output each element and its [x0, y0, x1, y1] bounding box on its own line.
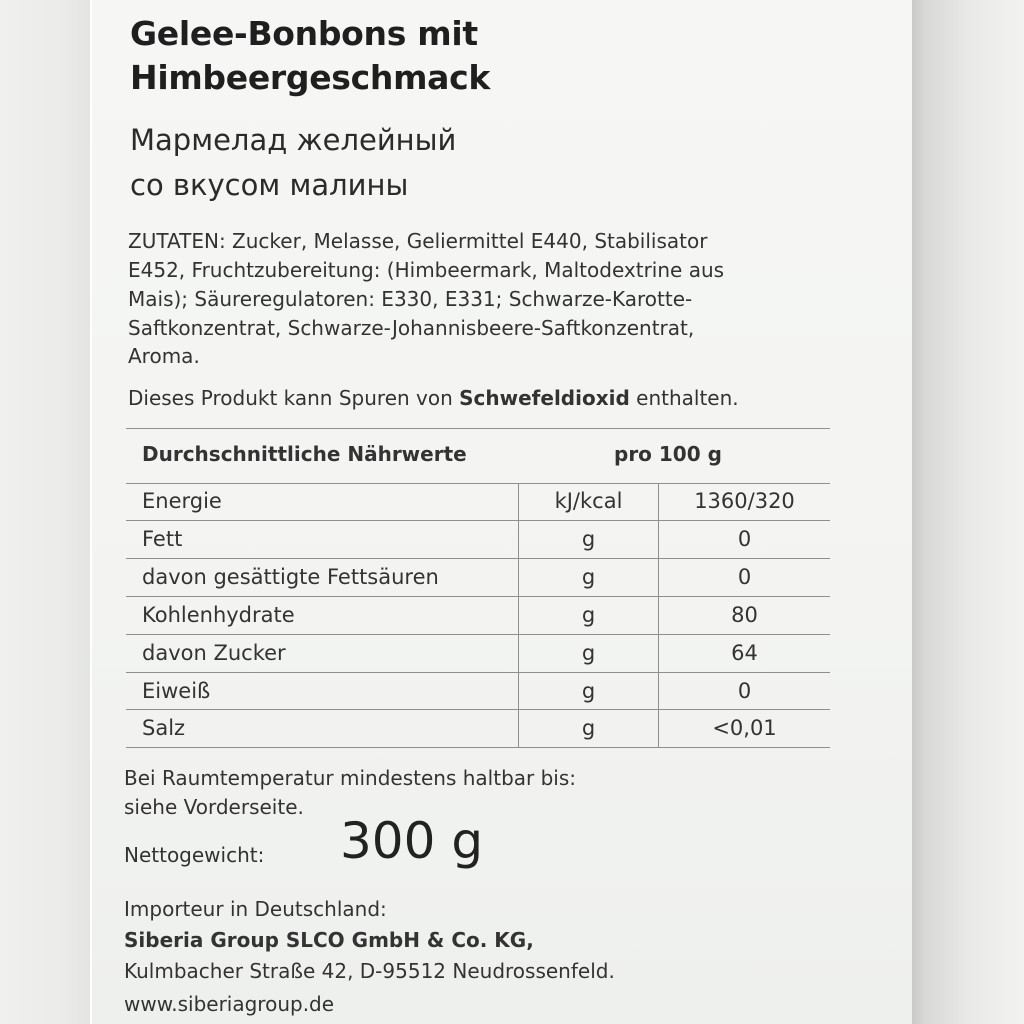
table-rule [126, 558, 830, 559]
net-weight-value: 300 g [340, 812, 484, 870]
nutrition-row-name: Fett [142, 527, 183, 551]
nutrition-row-value: <0,01 [712, 716, 777, 740]
table-rule [126, 672, 830, 673]
nutrition-row-name: davon Zucker [142, 641, 286, 665]
title-ru-line1: Мармелад желейный [130, 123, 457, 157]
allergen-note [128, 386, 739, 410]
nutrition-row-unit: g [581, 527, 596, 551]
table-rule [126, 634, 830, 635]
nutrition-row-value: 80 [731, 603, 758, 627]
nutrition-row-name: davon gesättigte Fettsäuren [142, 565, 439, 589]
ingredients-line: Aroma. [128, 344, 200, 368]
table-rule [126, 747, 830, 748]
nutrition-row-name: Kohlenhydrate [142, 603, 295, 627]
ingredients-line: E452, Fruchtzubereitung: (Himbeermark, Maltodextrine aus [128, 258, 725, 282]
nutrition-row-unit: g [581, 679, 596, 703]
nutrition-row-name: Eiweiß [142, 679, 211, 703]
storage-line1: Bei Raumtemperatur mindestens haltbar bis: [124, 766, 577, 790]
nutrition-header-label: Durchschnittliche Nährwerte [142, 442, 467, 466]
table-rule [126, 428, 830, 429]
importer-label: Importeur in Deutschland: [124, 897, 387, 921]
nutrition-row-name: Energie [142, 489, 222, 513]
allergen-text-after: enthalten. [629, 386, 739, 410]
title-de-line1: Gelee-Bonbons mit [130, 14, 478, 53]
table-rule [126, 596, 830, 597]
ingredients-line: ZUTATEN: Zucker, Melasse, Geliermittel E440, Stabilisator [128, 229, 708, 253]
background-right [912, 0, 1024, 1024]
table-rule [126, 709, 830, 710]
net-weight-label: Nettogewicht: [124, 843, 265, 867]
nutrition-row-unit: kJ/kcal [554, 489, 623, 513]
table-rule [126, 520, 830, 521]
importer-website: www.siberiagroup.de [124, 992, 335, 1016]
nutrition-row-unit: g [581, 603, 596, 627]
ingredients-line: Saftkonzentrat, Schwarze-Johannisbeere-Saftkonzentrat, [128, 316, 695, 340]
title-de-line2: Himbeergeschmack [130, 58, 491, 97]
nutrition-row-value: 0 [737, 679, 752, 703]
nutrition-row-unit: g [581, 716, 596, 740]
nutrition-row-value: 1360/320 [694, 489, 795, 513]
nutrition-header-per: pro 100 g [614, 442, 722, 466]
nutrition-row-name: Salz [142, 716, 186, 740]
nutrition-row-unit: g [581, 565, 596, 589]
allergen-substance: Schwefeldioxid [459, 386, 630, 410]
importer-company: Siberia Group SLCO GmbH & Co. KG, [124, 928, 534, 952]
title-ru-line2: со вкусом малины [130, 168, 409, 202]
nutrition-row-unit: g [581, 641, 596, 665]
ingredients-line: Mais); Säureregulatoren: E330, E331; Schwarze-Karotte- [128, 287, 693, 311]
importer-address: Kulmbacher Straße 42, D-95512 Neudrossenfeld. [124, 959, 615, 983]
nutrition-row-value: 0 [737, 565, 752, 589]
allergen-text-before: Dieses Produkt kann Spuren von [128, 386, 460, 410]
storage-line2: siehe Vorderseite. [124, 795, 304, 819]
table-rule [126, 483, 830, 484]
nutrition-row-value: 64 [731, 641, 758, 665]
nutrition-row-value: 0 [737, 527, 752, 551]
background-left [0, 0, 90, 1024]
